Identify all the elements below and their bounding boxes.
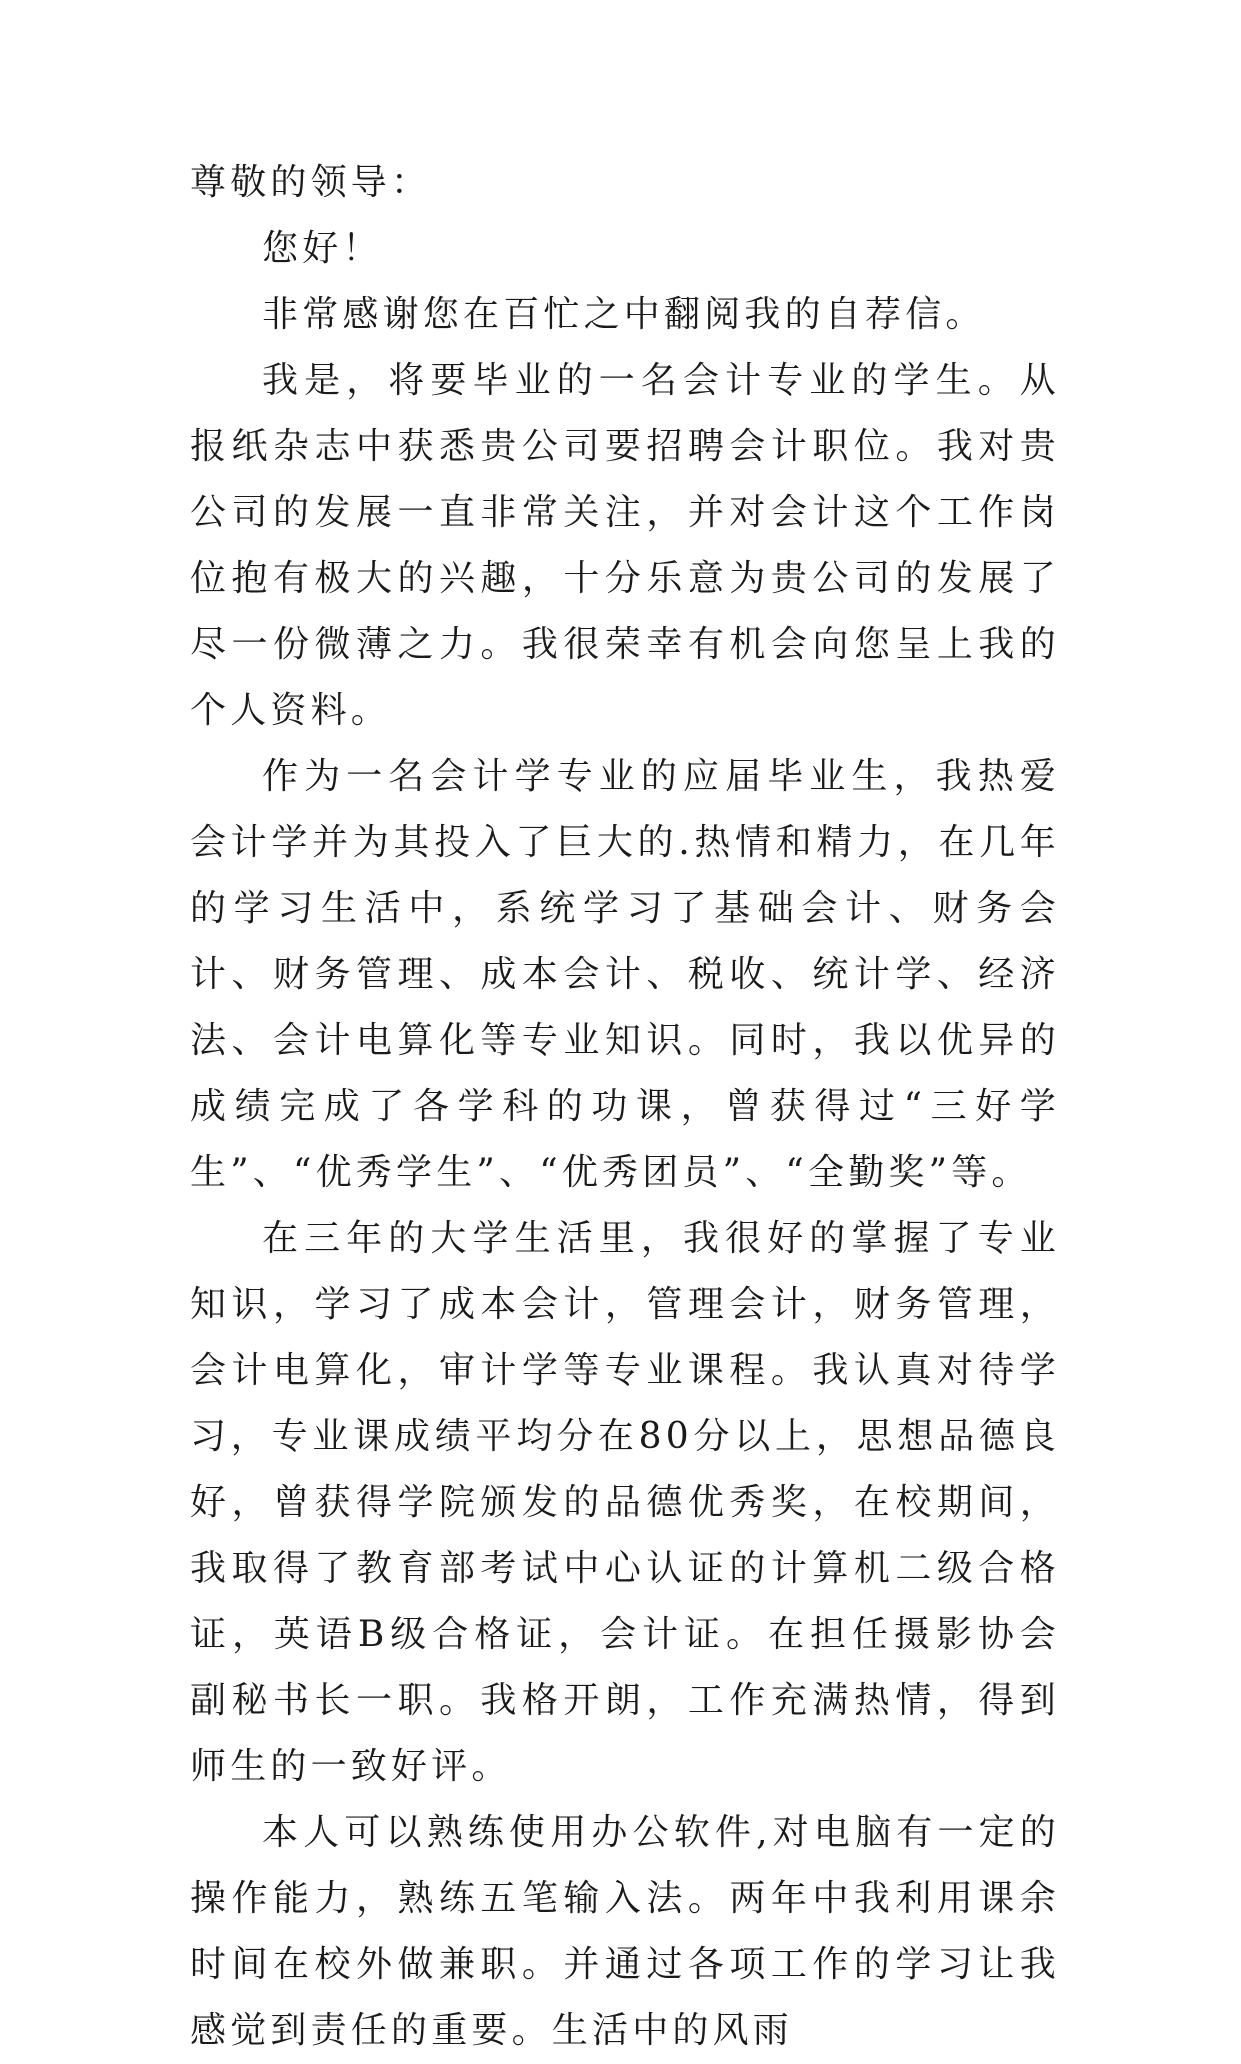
paragraph-introduction: 我是，将要毕业的一名会计专业的学生。从报纸杂志中获悉贵公司要招聘会计职位。我对贵公司的发展一直非常关注，并对会计这个工作岗位抱有极大的兴趣，十分乐意为贵公司的发展了尽一份微薄之力。我很荣幸有机会向您呈上我的个人资料。 (190, 360, 1060, 731)
letter-body (190, 150, 1060, 2064)
paragraph-university-life: 在三年的大学生活里，我很好的掌握了专业知识，学习了成本会计，管理会计，财务管理，会计电算化，审计学等专业课程。我认真对待学习，专业课成绩平均分在80分以上，思想品德良好，曾获得学院颁发的品德优秀奖，在校期间，我取得了教育部考试中心认证的计算机二级合格证，英语B级合格证，会计证。在担任摄影协会副秘书长一职。我格开朗，工作充满热情，得到师生的一致好评。 (190, 1218, 1060, 1787)
salutation: 尊敬的领导： (190, 162, 432, 203)
greeting: 您好！ (262, 228, 383, 269)
paragraph-skills: 本人可以熟练使用办公软件,对电脑有一定的操作能力，熟练五笔输入法。两年中我利用课余时间在校外做兼职。并通过各项工作的学习让我感觉到责任的重要。生活中的风雨 (190, 1812, 1060, 2051)
paragraph-thanks: 非常感谢您在百忙之中翻阅我的自荐信。 (262, 294, 986, 335)
paragraph-education: 作为一名会计学专业的应届毕业生，我热爱会计学并为其投入了巨大的.热情和精力，在几年的学习生活中，系统学习了基础会计、财务会计、财务管理、成本会计、税收、统计学、经济法、会计电算化等专业知识。同时，我以优异的成绩完成了各学科的功课，曾获得过“三好学生”、“优秀学生”、“优秀团员”、“全勤奖”等。 (190, 756, 1060, 1193)
